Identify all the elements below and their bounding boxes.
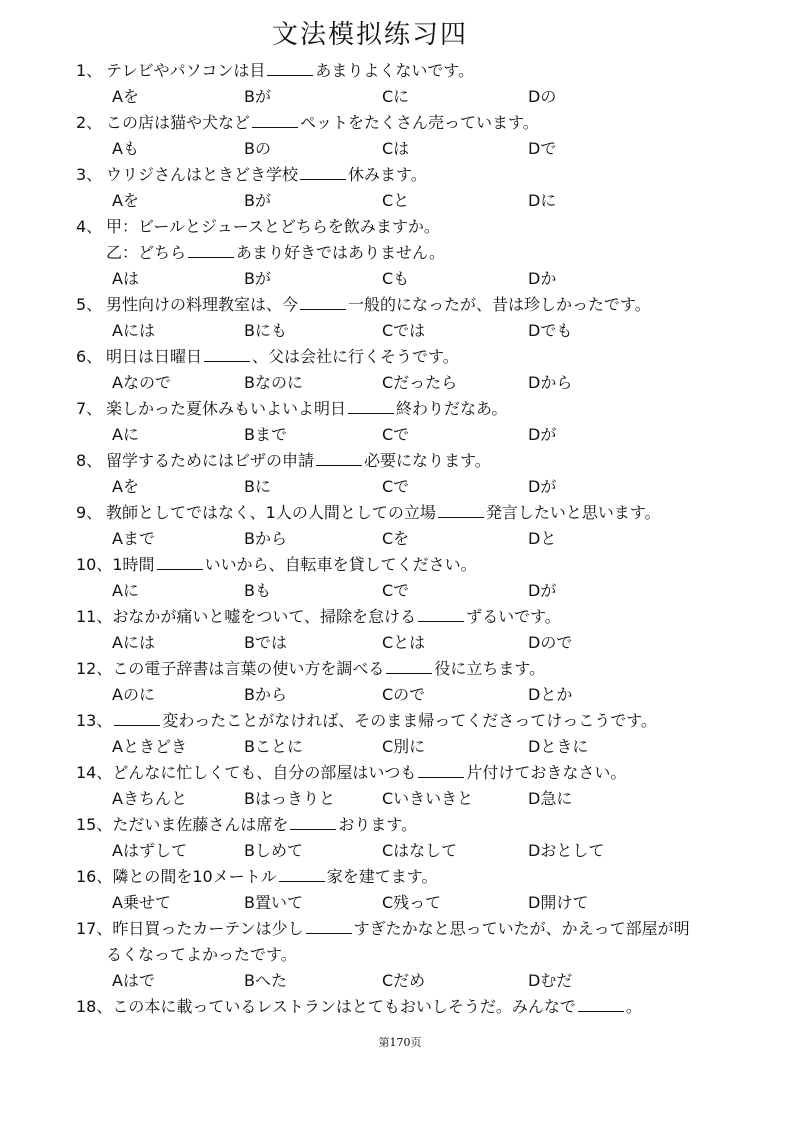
stem-text: この本に載っているレストランはとてもおいしそうだ。みんなで [112,997,576,1016]
answer-options [76,266,776,292]
question-stem [76,58,776,84]
answer-options [76,370,776,396]
stem-text: 一般的になったが、昔は珍しかったです。 [348,295,651,314]
answer-option[interactable]: Cでは [382,321,426,340]
stem-text: ずるいです。 [466,607,561,626]
answer-option[interactable]: Aに [112,581,139,600]
stem-text: ウリジさんはときどき学校 [106,165,299,184]
answer-option[interactable]: Dの [528,87,557,106]
answer-option[interactable]: Aときどき [112,737,187,756]
answer-option[interactable]: Cで [382,477,410,496]
answer-option[interactable]: Bが [244,87,271,106]
question-number: 12、 [76,659,113,678]
question-number: 18、 [76,997,113,1016]
answer-option[interactable]: Dから [528,373,573,392]
stem-text: どんなに忙しくても、自分の部屋はいつも [112,763,417,782]
stem-text: この電子辞書は言葉の使い方を調べる [112,659,385,678]
question-number: 3、 [76,165,103,184]
question-stem [76,344,776,370]
answer-option[interactable]: Aまで [112,529,155,548]
question-stem [76,500,776,526]
stem-text: ただいま佐藤さんは席を [112,815,289,834]
answer-option[interactable]: C残って [382,893,442,912]
answer-option[interactable]: Cは [382,139,410,158]
question-number: 9、 [76,503,103,522]
answer-blank [267,61,313,76]
answer-option[interactable]: D急に [528,789,573,808]
question-stem [76,942,776,968]
answer-option[interactable]: B置いて [244,893,303,912]
answer-option[interactable]: Dで [528,139,557,158]
answer-option[interactable]: Aは [112,269,139,288]
question-item [76,916,776,994]
answer-option[interactable]: Cで [382,581,410,600]
answer-option[interactable]: Dが [528,425,557,444]
question-item [76,656,776,708]
question-list [76,58,776,1020]
question-number: 1、 [76,61,103,80]
question-number: 16、 [76,867,113,886]
question-stem [76,656,776,682]
answer-option[interactable]: Dが [528,581,557,600]
question-number: 4、 [76,217,103,236]
stem-text: 楽しかった夏休みもいよいよ明日 [106,399,347,418]
question-item [76,552,776,604]
stem-text: 昨日買ったカーテンは少し [112,919,304,938]
answer-options [76,188,776,214]
answer-blank [279,867,325,882]
answer-option[interactable]: Cを [382,529,410,548]
question-number: 17、 [76,919,113,938]
question-number: 8、 [76,451,103,470]
stem-text: この店は猫や犬など [106,113,251,132]
answer-options [76,968,776,994]
answer-option[interactable]: Dが [528,477,557,496]
question-stem [76,240,776,266]
answer-option[interactable]: Dおとして [528,841,605,860]
stem-text: 片付けておきなさい。 [466,763,627,782]
question-item [76,344,776,396]
answer-blank [290,815,336,830]
question-number: 14、 [76,763,113,782]
answer-option[interactable]: D開けて [528,893,589,912]
answer-option[interactable]: Bが [244,269,271,288]
stem-text: 変わったことがなければ、そのまま帰ってくださってけっこうです。 [162,711,657,730]
question-number: 10、 [76,555,113,574]
stem-text: おります。 [338,815,418,834]
stem-text: 必要になります。 [364,451,491,470]
answer-option[interactable]: Aには [112,321,155,340]
answer-option[interactable]: Bにも [244,321,287,340]
answer-options [76,136,776,162]
question-number: 7、 [76,399,103,418]
answer-option[interactable]: Aに [112,425,139,444]
answer-blank [306,919,352,934]
question-item [76,448,776,500]
page-title: 文法模拟练习四 [271,20,468,50]
answer-options [76,838,776,864]
question-stem [76,448,776,474]
answer-blank [578,997,624,1012]
answer-option[interactable]: Dとか [528,685,573,704]
answer-blank [316,451,362,466]
question-item [76,292,776,344]
question-item [76,396,776,448]
stem-text: 。 [625,997,642,1016]
stem-text: 発言したいと思います。 [485,503,661,522]
question-number: 13、 [76,711,113,730]
answer-option[interactable]: Aなので [112,373,171,392]
answer-options [76,578,776,604]
stem-text: 休みます。 [348,165,427,184]
question-stem [76,604,776,630]
answer-options [76,474,776,500]
answer-option[interactable]: Aはで [112,971,155,990]
question-stem [76,162,776,188]
answer-option[interactable]: Aを [112,87,139,106]
answer-option[interactable]: Bしめて [244,841,303,860]
question-number: 2、 [76,113,103,132]
question-item [76,994,776,1020]
question-number: 6、 [76,347,103,366]
answer-option[interactable]: Bことに [244,737,303,756]
answer-option[interactable]: Cも [382,269,410,288]
answer-option[interactable]: Dでも [528,321,573,340]
stem-text: テレビやパソコンは目 [106,61,266,80]
stem-text: 役に立ちます。 [434,659,546,678]
answer-options [76,786,776,812]
question-stem [76,552,776,578]
stem-text: るくなってよかったです。 [106,945,297,964]
answer-option[interactable]: A乗せて [112,893,171,912]
question-number: 11、 [76,607,113,626]
answer-option[interactable]: Dか [528,269,557,288]
answer-option[interactable]: Bが [244,191,271,210]
answer-blank [348,399,394,414]
answer-options [76,84,776,110]
stem-text: 乙：どちら [106,243,187,262]
answer-options [76,890,776,916]
question-stem [76,864,776,890]
question-item [76,214,776,292]
answer-options [76,318,776,344]
answer-option[interactable]: Cと [382,191,410,210]
answer-option[interactable]: Bから [244,685,287,704]
question-stem [76,708,776,734]
answer-option[interactable]: Cで [382,425,410,444]
question-stem [76,396,776,422]
answer-blank [386,659,432,674]
stem-text: 教師としてではなく、1人の人間としての立場 [106,503,436,522]
stem-text: 、父は会社に行くそうです。 [252,347,459,366]
question-stem [76,760,776,786]
answer-option[interactable]: Dので [528,633,573,652]
question-stem [76,994,776,1020]
question-stem [76,916,776,942]
question-stem [76,292,776,318]
answer-option[interactable]: Aはずして [112,841,187,860]
stem-text: おなかが痛いと嘘をついて、掃除を怠ける [112,607,417,626]
answer-options [76,682,776,708]
answer-option[interactable]: Cはなして [382,841,458,860]
question-item [76,500,776,552]
answer-options [76,526,776,552]
answer-options [76,422,776,448]
stem-text: 1時間 [112,555,155,574]
stem-text: いいから、自転車を貸してください。 [204,555,477,574]
answer-blank [157,555,203,570]
answer-option[interactable]: Dときに [528,737,589,756]
answer-option[interactable]: Aのに [112,685,155,704]
stem-text: 隣との間を10メートル [112,867,277,886]
question-number: 15、 [76,815,113,834]
answer-option[interactable]: Aきちんと [112,789,187,808]
answer-option[interactable]: Bなのに [244,373,303,392]
stem-text: 男性向けの料理教室は、今 [106,295,299,314]
answer-option[interactable]: Bまで [244,425,287,444]
question-item [76,58,776,110]
answer-blank [114,711,160,726]
answer-option[interactable]: Bから [244,529,287,548]
answer-option[interactable]: Cとは [382,633,426,652]
answer-option[interactable]: Dと [528,529,557,548]
question-number: 5、 [76,295,103,314]
answer-option[interactable]: C別に [382,737,426,756]
answer-option[interactable]: Bでは [244,633,287,652]
stem-text: 甲：ビールとジュースとどちらを飲みますか。 [106,217,440,236]
answer-blank [418,607,464,622]
answer-option[interactable]: Aには [112,633,155,652]
answer-option[interactable]: Bへた [244,971,287,990]
answer-options [76,734,776,760]
question-item [76,864,776,916]
answer-blank [300,165,346,180]
answer-option[interactable]: Cので [382,685,426,704]
answer-blank [418,763,464,778]
answer-option[interactable]: Dむだ [528,971,573,990]
question-item [76,708,776,760]
stem-text: あまりよくないです。 [315,61,475,80]
answer-option[interactable]: Dに [528,191,557,210]
question-stem [76,812,776,838]
stem-text: ペットをたくさん売っています。 [300,113,539,132]
stem-text: 明日は日曜日 [106,347,203,366]
stem-text: 終わりだなあ。 [396,399,508,418]
question-item [76,162,776,214]
answer-option[interactable]: Aを [112,191,139,210]
answer-blank [300,295,346,310]
question-stem [76,214,776,240]
question-item [76,110,776,162]
stem-text: 留学するためにはビザの申請 [106,451,315,470]
answer-options [76,630,776,656]
stem-text: あまり好きではありません。 [236,243,445,262]
page-number: 第170页 [378,1036,422,1049]
answer-option[interactable]: Bに [244,477,271,496]
answer-option[interactable]: Cいきいきと [382,789,474,808]
answer-option[interactable]: Cに [382,87,410,106]
answer-blank [438,503,484,518]
answer-option[interactable]: Bも [244,581,271,600]
stem-text: 家を建てます。 [326,867,438,886]
answer-blank [252,113,298,128]
question-item [76,812,776,864]
answer-blank [188,243,234,258]
question-item [76,760,776,812]
question-stem [76,110,776,136]
answer-blank [204,347,250,362]
answer-option[interactable]: Bの [244,139,271,158]
answer-option[interactable]: Bはっきりと [244,789,335,808]
answer-option[interactable]: Cだめ [382,971,426,990]
stem-text: すぎたかなと思っていたが、かえって部屋が明 [353,919,690,938]
question-item [76,604,776,656]
answer-option[interactable]: Aも [112,139,139,158]
answer-option[interactable]: Cだったら [382,373,458,392]
answer-option[interactable]: Aを [112,477,139,496]
